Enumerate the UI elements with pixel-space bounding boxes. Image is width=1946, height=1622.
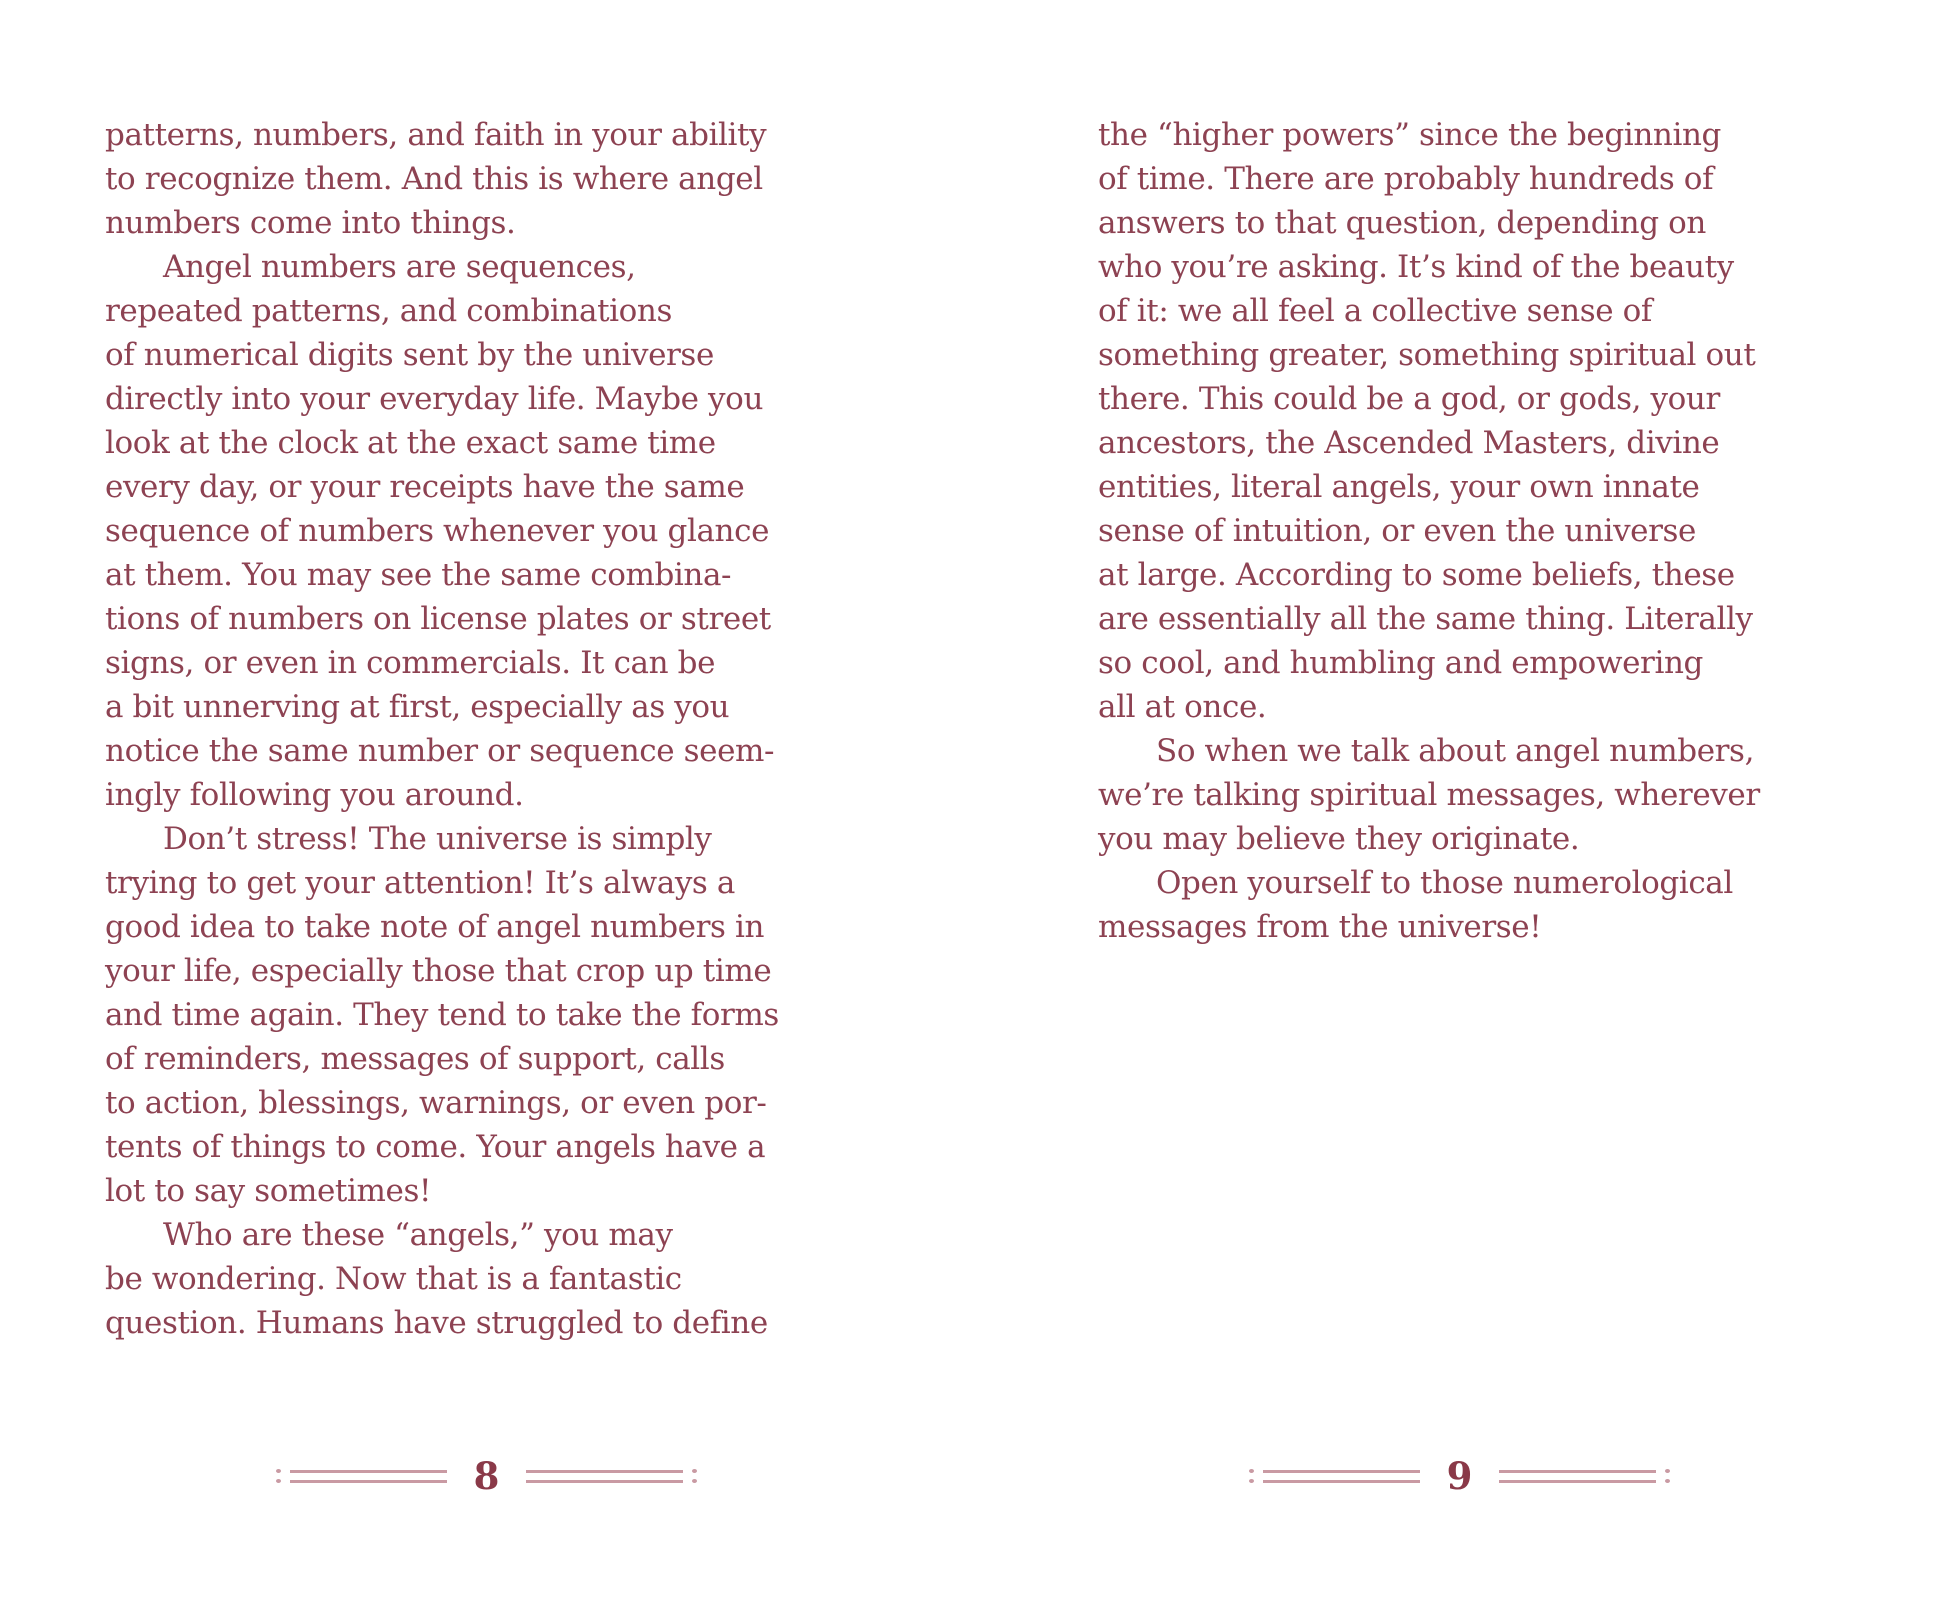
page-number: 8 — [473, 1453, 500, 1498]
text-line: sense of intuition, or even the universe — [1098, 513, 1697, 549]
text-line: to recognize them. And this is where angel — [105, 161, 763, 197]
text-line: your life, especially those that crop up time — [105, 953, 772, 989]
text-line: Who are these “angels,” you may — [163, 1217, 673, 1253]
text-line: something greater, something spiritual out — [1098, 337, 1756, 373]
ornament-row — [1499, 1479, 1670, 1483]
text-line: of time. There are probably hundreds of — [1098, 161, 1714, 197]
ornament-rule — [1499, 1480, 1656, 1483]
ornament-dot-icon — [276, 1469, 281, 1473]
text-line: of it: we all feel a collective sense of — [1098, 293, 1652, 329]
text-line: Open yourself to those numerological — [1156, 865, 1733, 901]
text-line: signs, or even in commercials. It can be — [105, 645, 716, 681]
text-line: all at once. — [1098, 689, 1267, 725]
text-line: are essentially all the same thing. Literally — [1098, 601, 1753, 637]
ornament-row — [526, 1469, 697, 1473]
footer-ornament-right — [1499, 1469, 1670, 1483]
ornament-dot-icon — [1249, 1469, 1254, 1473]
ornament-dot-icon — [1665, 1479, 1670, 1483]
text-line: the “higher powers” since the beginning — [1098, 117, 1721, 153]
text-line: Angel numbers are sequences, — [163, 249, 636, 285]
ornament-row — [1249, 1479, 1420, 1483]
text-line: sequence of numbers whenever you glance — [105, 513, 770, 549]
text-line: tions of numbers on license plates or street — [105, 601, 771, 637]
text-line: be wondering. Now that is a fantastic — [105, 1261, 682, 1297]
text-line: there. This could be a god, or gods, your — [1098, 381, 1720, 417]
ornament-dot-icon — [276, 1479, 281, 1483]
text-line: of reminders, messages of support, calls — [105, 1041, 725, 1077]
page-right-text-block — [1098, 113, 1778, 949]
ornament-rule — [1263, 1480, 1420, 1483]
text-line: to action, blessings, warnings, or even por- — [105, 1085, 767, 1121]
page-number: 9 — [1446, 1453, 1473, 1498]
text-line: at large. According to some beliefs, these — [1098, 557, 1735, 593]
text-line: entities, literal angels, your own innate — [1098, 469, 1700, 505]
ornament-row — [276, 1469, 447, 1473]
text-line: look at the clock at the exact same time — [105, 425, 716, 461]
ornament-dot-icon — [692, 1479, 697, 1483]
text-line: so cool, and humbling and empowering — [1098, 645, 1703, 681]
footer-ornament-left — [1249, 1469, 1420, 1483]
text-line: at them. You may see the same combina- — [105, 557, 732, 593]
text-line: we’re talking spiritual messages, wherever — [1098, 777, 1760, 813]
text-line: you may believe they originate. — [1098, 821, 1580, 857]
text-line: answers to that question, depending on — [1098, 205, 1706, 241]
footer-ornament-right — [526, 1469, 697, 1483]
text-line: messages from the universe! — [1098, 909, 1542, 945]
ornament-row — [526, 1479, 697, 1483]
page-left-text-block — [105, 113, 779, 1345]
text-line: notice the same number or sequence seem- — [105, 733, 775, 769]
text-line: tents of things to come. Your angels have a — [105, 1129, 766, 1165]
ornament-row — [1249, 1469, 1420, 1473]
ornament-rule — [526, 1480, 683, 1483]
ornament-rule — [1499, 1470, 1656, 1473]
page-right — [973, 0, 1946, 1622]
ornament-rule — [1263, 1470, 1420, 1473]
text-line: ancestors, the Ascended Masters, divine — [1098, 425, 1720, 461]
text-line: Don’t stress! The universe is simply — [163, 821, 712, 857]
text-line: of numerical digits sent by the universe — [105, 337, 714, 373]
text-line: directly into your everyday life. Maybe you — [105, 381, 764, 417]
text-line: question. Humans have struggled to define — [105, 1305, 768, 1341]
ornament-row — [276, 1479, 447, 1483]
page-left-footer — [0, 1450, 973, 1502]
text-line: a bit unnerving at first, especially as you — [105, 689, 730, 725]
ornament-dot-icon — [692, 1469, 697, 1473]
text-line: good idea to take note of angel numbers in — [105, 909, 765, 945]
text-line: ingly following you around. — [105, 777, 524, 813]
ornament-dot-icon — [1249, 1479, 1254, 1483]
ornament-rule — [526, 1470, 683, 1473]
text-line: and time again. They tend to take the forms — [105, 997, 779, 1033]
text-line: So when we talk about angel numbers, — [1156, 733, 1755, 769]
text-line: who you’re asking. It’s kind of the beauty — [1098, 249, 1734, 285]
text-line: trying to get your attention! It’s always a — [105, 865, 735, 901]
ornament-dot-icon — [1665, 1469, 1670, 1473]
text-line: every day, or your receipts have the same — [105, 469, 745, 505]
text-line: lot to say sometimes! — [105, 1173, 432, 1209]
ornament-rule — [290, 1470, 447, 1473]
text-line: numbers come into things. — [105, 205, 516, 241]
text-line: patterns, numbers, and faith in your ability — [105, 117, 767, 153]
page-right-footer — [973, 1450, 1946, 1502]
ornament-row — [1499, 1469, 1670, 1473]
text-line: repeated patterns, and combinations — [105, 293, 673, 329]
ornament-rule — [290, 1480, 447, 1483]
footer-ornament-left — [276, 1469, 447, 1483]
